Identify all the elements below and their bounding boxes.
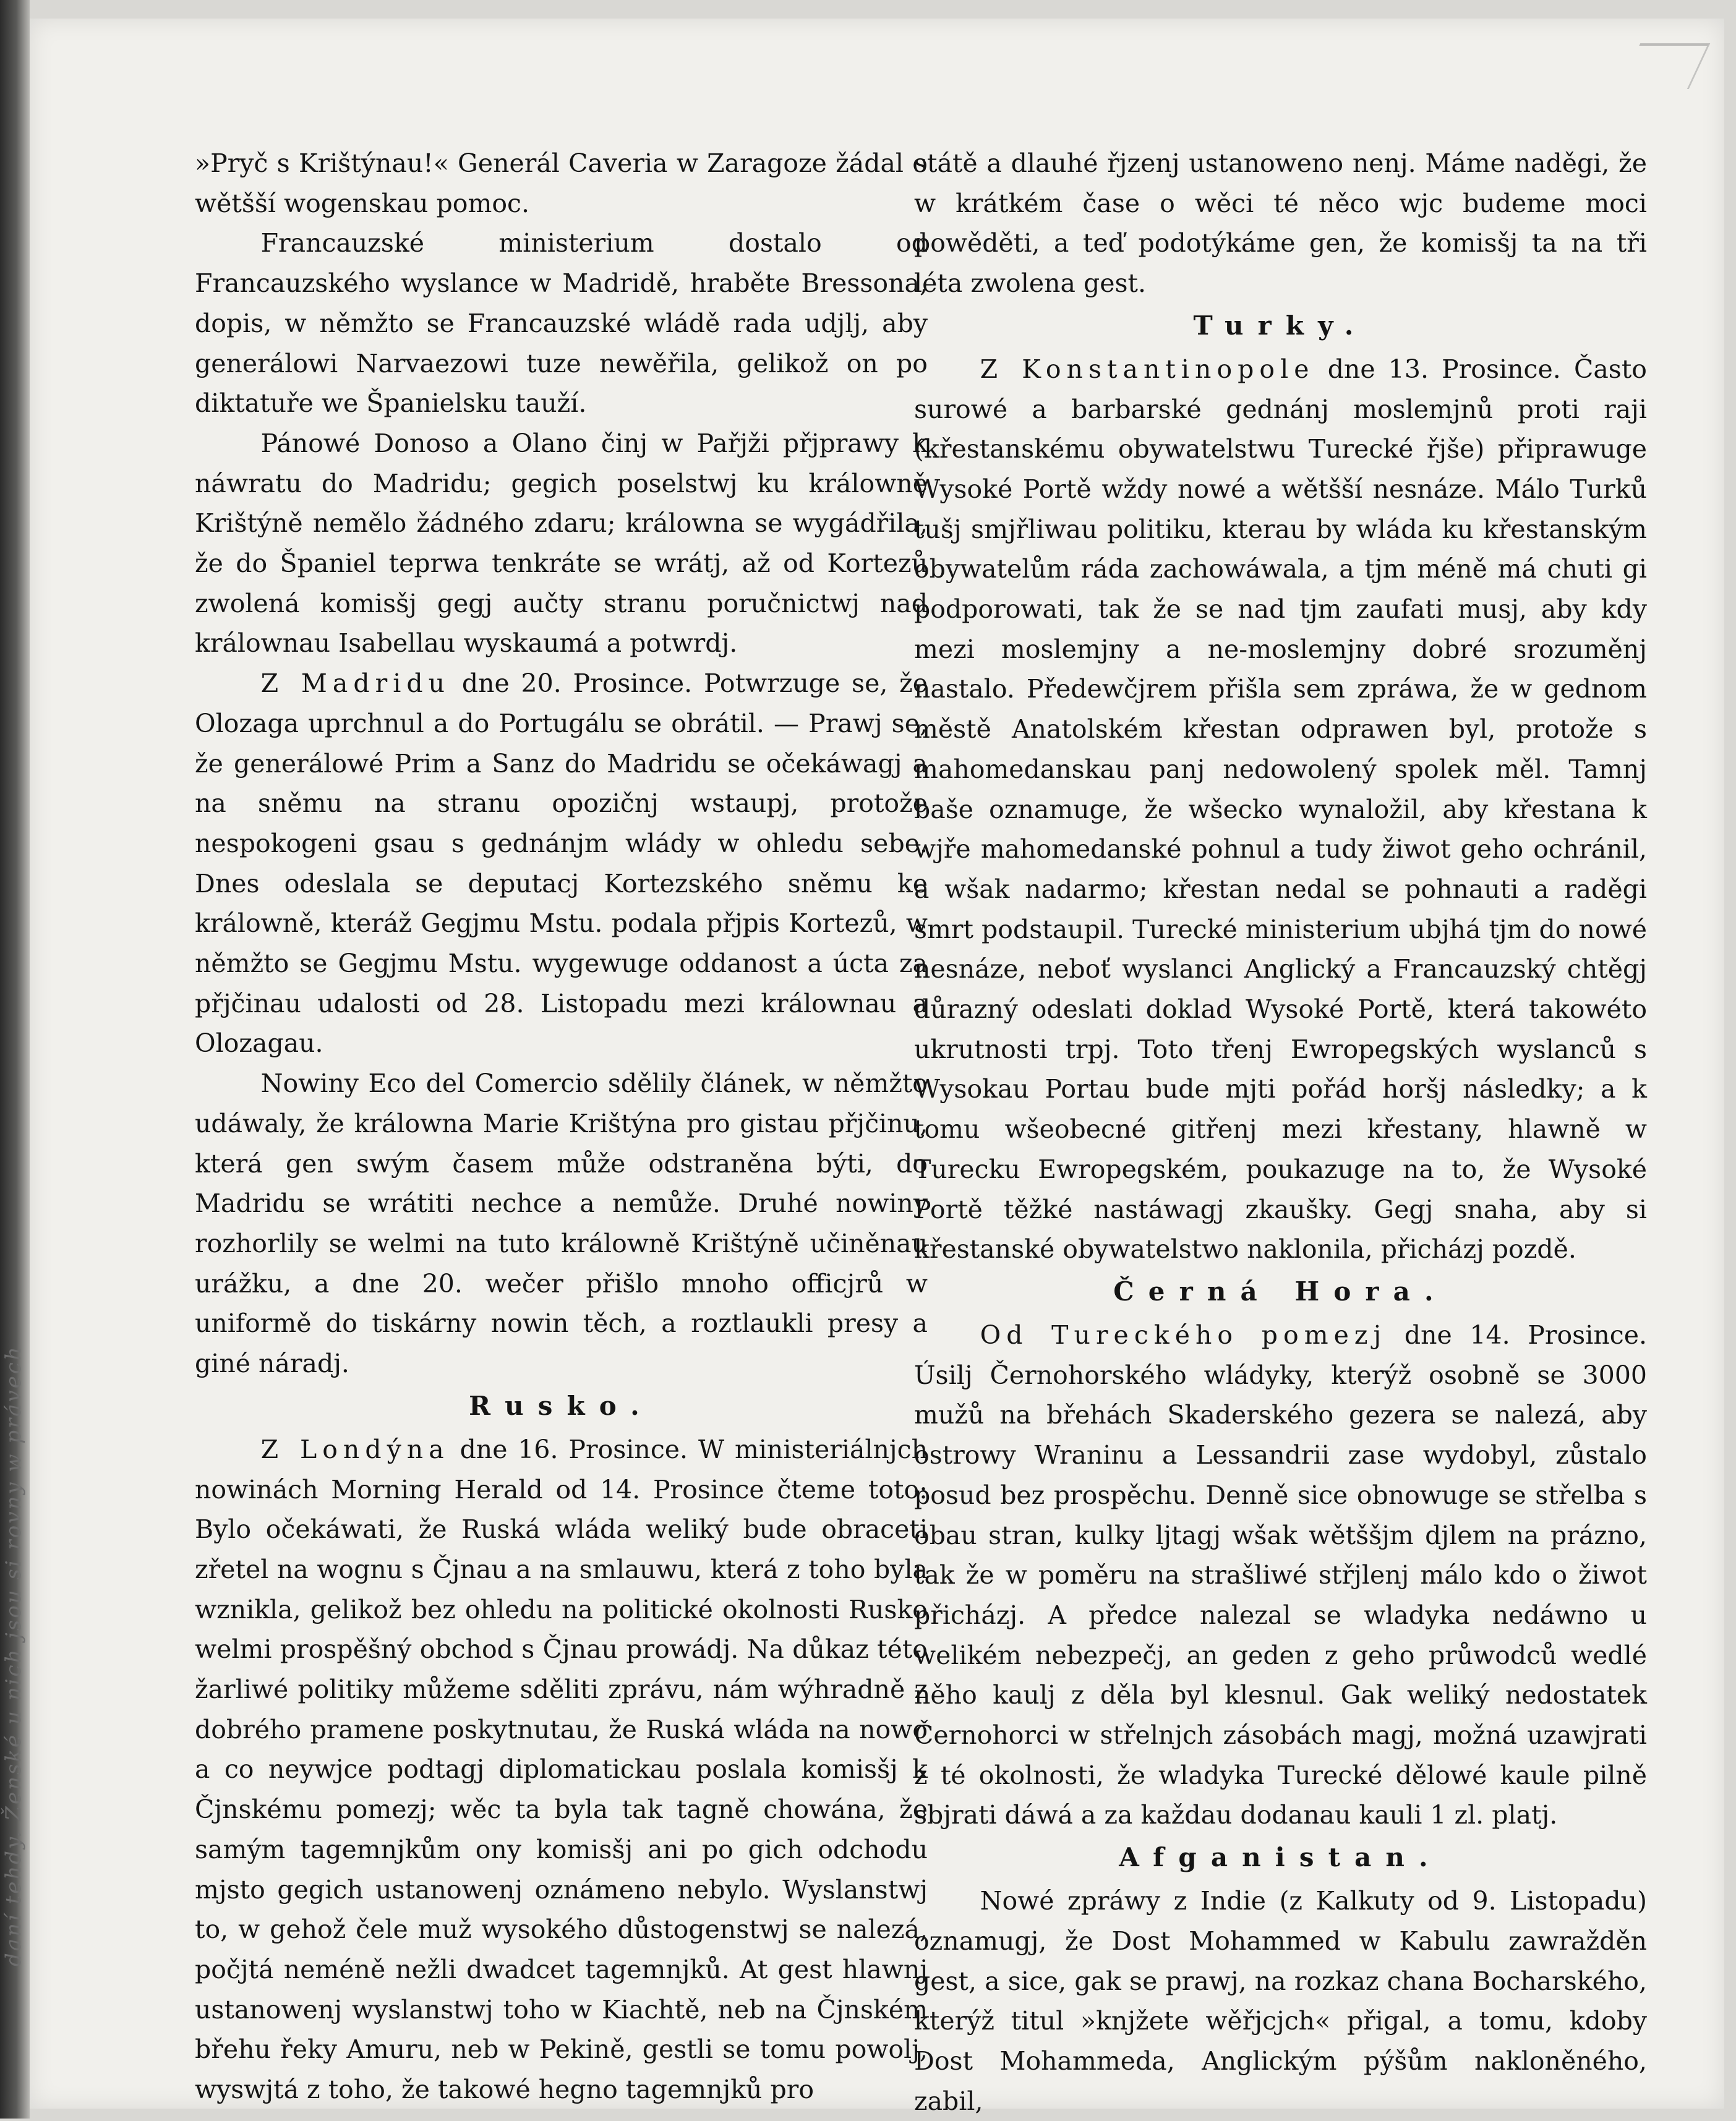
article-paragraph: Francauzské ministerium dostalo od Francauzského wyslance w Madridě, hraběte Bressona, dopis, w němžto se Francauzské wládě rada udjlj, aby generálowi Narvaezowi tuze newěřila, gelikož on po diktatuře we Španielsku tauží. (195, 228, 928, 419)
dateline-place: Z Konstantinopole (980, 354, 1315, 384)
page-corner-fold (1619, 43, 1711, 89)
article-paragraph (195, 664, 928, 1064)
dateline-place: Z Londýna (260, 1434, 450, 1464)
dateline-place: Od Tureckého pomezj (980, 1320, 1387, 1350)
article-paragraph (195, 1430, 928, 2110)
section-heading-cerna-hora: Černá Hora. (1113, 1276, 1448, 1307)
dateline-text: dne 14. Prosince. Úsilj Černohorského wládyky, kterýž osobně se 3000 mužů na břehách Skaderského gezera se nalezá, aby ostrowy Wraninu a Lessandrii zase wydobyl, zůstalo posud bez prospěchu. Denně sice obnowuge se střelba s obau stran, kulky ljtagj wšak wětššjm djlem na prázno, tak že w poměru na strašliwé střjlenj málo kdo o žiwot přicházj. A předce nalezal se wladyka nedáwno u welikém nebezpečj, an geden z geho průwodců wedlé něho kaulj z děla byl klesnul. Gak weliký nedostatek Černohorci w střelnjch zásobách magj, možná uzawjrati z té okolnosti, že wladyka Turecké dělowé kaule pilně sbjrati dáwá a za každau dodanau kauli 1 zl. platj. (914, 1320, 1647, 1830)
dateline-text: dne 20. Prosince. Potwrzuge se, že Olozaga uprchnul a do Portugálu se obrátil. — Prawj se, že generálowé Prim a Sanz do Madridu se očekáwagj a na sněmu na stranu opozičnj wstaupj, protože nespokogeni gsau s gednánjm wlády w ohledu sebe. Dnes odeslala se deputacj Kortezského sněmu ke králowně, kteráž Gegjmu Mstu. podala přjpis Kortezů, w němžto se Gegjmu Mstu. wygewuge oddanost a úcta za přjčinau udalosti od 28. Listopadu mezi králownau a Olozagau. (195, 668, 928, 1059)
dateline-text: dne 13. Prosince. Často surowé a barbarské gednánj moslemjnů proti raji (křestanskému obywatelstwu Turecké řjše) připrawuge Wysoké Portě wždy nowé a wětšší nesnáze. Málo Turků tušj smjřliwau politiku, kterau by wláda ku křestanským obywatelům ráda zachowáwala, a tjm méně má chuti gi podporowati, tak že se nad tjm zaufati musj, aby kdy mezi moslemjny a ne-moslemjny dobré srozuměnj nastalo. Předewčjrem přišla sem zpráwa, že w gednom městě Anatolském křestan odprawen byl, protože s mahomedanskau panj nedowolený spolek měl. Tamnj baše oznamuge, že wšecko wynaložil, aby křestana k wjře mahomedanské pohnul a tudy žiwot geho ochránil, a wšak nadarmo; křestan nedal se pohnauti a raděgi smrt podstaupil. Turecké ministerium ubjhá tjm do nowé nesnáze, neboť wyslanci Anglický a Francauzský chtěgj důrazný odeslati doklad Wysoké Portě, která takowéto ukrutnosti trpj. Toto třenj Ewropegských wyslanců s Wysokau Portau bude mjti pořád horšj následky; a k tomu wšeobecné gitřenj mezi křestany, hlawně w Turecku Ewropegském, poukazuge na to, že Wysoké Portě těžké nastáwagj zkaušky. Gegj snaha, aby si křestanské obywatelstwo naklonila, přicházj pozdě. (914, 354, 1647, 1265)
right-column (914, 143, 1647, 2121)
section-heading-rusko: Rusko. (469, 1390, 654, 1421)
dateline-text: dne 16. Prosince. W ministeriálnjch nowinách Morning Herald od 14. Prosince čteme toto: Bylo očekáwati, že Ruská wláda weliký bude obraceti zřetel na wognu s Čjnau a na smlauwu, která z toho byla wznikla, gelikož bez ohledu na politické okolnosti Rusko welmi prospěšný obchod s Čjnau prowádj. Na důkaz této žarliwé politiky můžeme sděliti zprávu, nám wýhradně z dobrého pramene poskytnutau, že Ruská wláda na nowo a co neywjce podtagj diplomatickau poslala komisšj k Čjnskému pomezj; wěc ta byla tak tagně chowána, že samým tagemnjkům ony komisšj ani po gich odchodu mjsto gegich ustanowenj oznámeno nebylo. Wyslanstwj to, w gehož čele muž wysokého důstogenstwj se nalezá, počjtá neméně nežli dwadcet tagemnjků. At gest hlawnj ustanowenj wyslanstwj toho w Kiachtě, neb na Čjnském břehu řeky Amuru, neb w Pekině, gestli se tomu powolj, wyswjtá z toho, že takowé hegno tagemnjků pro (195, 1434, 928, 2105)
article-paragraph (914, 1315, 1647, 1835)
dateline-place: Z Madridu (260, 668, 451, 699)
section-heading-turky: Turky. (1193, 310, 1368, 341)
section-heading-afganistan: Afganistan. (1119, 1842, 1442, 1873)
bleed-through-margin-text: daní tehdy. Ženské u nich jsou si rovny w právech (1, 1345, 26, 1966)
article-paragraph: Nowiny Eco del Comercio sdělily článek, w němžto udáwaly, že králowna Marie Krištýna pro gistau přjčinu, která gen swým časem může odstraněna býti, do Madridu se wrátiti nechce a nemůže. Druhé nowiny rozhorlily se welmi na tuto králowně Krištýně učiněnau urážku, a dne 20. wečer přišlo mnoho officjrů w uniformě do tiskárny nowin těch, a roztlaukli presy a giné náradj. (195, 1069, 928, 1379)
article-paragraph (914, 349, 1647, 1270)
article-paragraph: státě a dlauhé řjzenj ustanoweno nenj. Máme naděgi, že w krátkém čase o wěci té něco wjc budeme moci powěděti, a teď podotýkáme gen, že komisšj ta na tři léta zwolena gest. (914, 148, 1647, 299)
left-column (195, 143, 928, 2110)
article-paragraph: Nowé zpráwy z Indie (z Kalkuty od 9. Listopadu) oznamugj, že Dost Mohammed w Kabulu zawražděn gest, a sice, gak se prawj, na rozkaz chana Bocharského, kterýž titul »knjžete wěřjcjch« přigal, a tomu, kdoby Dost Mohammeda, Anglickým pýšům nakloněného, zabil, (914, 1886, 1647, 2116)
article-paragraph: Pánowé Donoso a Olano činj w Pařjži přjprawy k náwratu do Madridu; gegich poselstwj ku králowně Krištýně nemělo žádného zdaru; králowna se wygádřila, že do Španiel teprwa tenkráte se wrátj, až od Kortezů zwolená komisšj gegj aučty stranu poručnictwj nad králownau Isabellau wyskaumá a potwrdj. (195, 428, 928, 659)
article-paragraph: »Pryč s Krištýnau!« Generál Caveria w Zaragoze žádal o wětšší wogenskau pomoc. (195, 148, 928, 218)
